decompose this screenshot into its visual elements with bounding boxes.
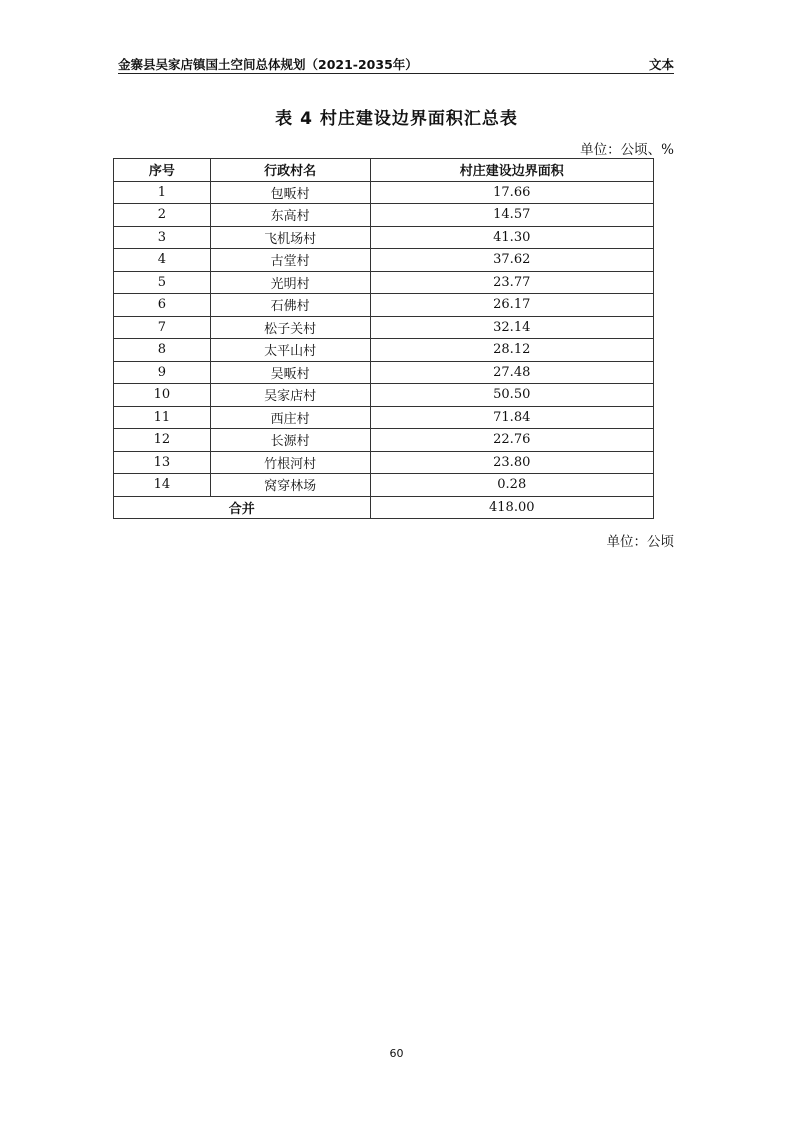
village-name: 吴畈村 xyxy=(210,361,370,384)
page-header xyxy=(118,52,674,74)
boundary-area: 23.80 xyxy=(370,451,654,474)
boundary-area: 0.28 xyxy=(370,474,654,497)
row-number: 6 xyxy=(114,294,211,317)
table-row xyxy=(114,226,654,249)
table-total-row xyxy=(114,496,654,519)
boundary-area: 71.84 xyxy=(370,406,654,429)
table-row xyxy=(114,181,654,204)
boundary-area: 50.50 xyxy=(370,384,654,407)
row-number: 8 xyxy=(114,339,211,362)
village-name: 长源村 xyxy=(210,429,370,452)
boundary-area: 17.66 xyxy=(370,181,654,204)
village-name: 太平山村 xyxy=(210,339,370,362)
boundary-area: 32.14 xyxy=(370,316,654,339)
table-row xyxy=(114,361,654,384)
column-header-village: 行政村名 xyxy=(210,159,370,182)
boundary-area: 41.30 xyxy=(370,226,654,249)
village-name: 飞机场村 xyxy=(210,226,370,249)
boundary-area: 37.62 xyxy=(370,249,654,272)
village-name: 西庄村 xyxy=(210,406,370,429)
row-number: 12 xyxy=(114,429,211,452)
document-title: 金寨县吴家店镇国土空间总体规划（2021-2035年） xyxy=(118,57,418,72)
row-number: 4 xyxy=(114,249,211,272)
table-row xyxy=(114,294,654,317)
row-number: 14 xyxy=(114,474,211,497)
row-number: 7 xyxy=(114,316,211,339)
village-name: 竹根河村 xyxy=(210,451,370,474)
row-number: 11 xyxy=(114,406,211,429)
row-number: 5 xyxy=(114,271,211,294)
village-boundary-table xyxy=(113,158,654,519)
boundary-area: 23.77 xyxy=(370,271,654,294)
total-value: 418.00 xyxy=(370,496,654,519)
row-number: 3 xyxy=(114,226,211,249)
row-number: 10 xyxy=(114,384,211,407)
row-number: 1 xyxy=(114,181,211,204)
table-row xyxy=(114,316,654,339)
document-section: 文本 xyxy=(648,57,674,72)
table-row xyxy=(114,451,654,474)
village-name: 窝穿林场 xyxy=(210,474,370,497)
row-number: 13 xyxy=(114,451,211,474)
table-row xyxy=(114,339,654,362)
table-row xyxy=(114,204,654,227)
column-header-area: 村庄建设边界面积 xyxy=(370,159,654,182)
table-row xyxy=(114,474,654,497)
column-header-no: 序号 xyxy=(114,159,211,182)
table-row xyxy=(114,429,654,452)
boundary-area: 27.48 xyxy=(370,361,654,384)
unit-note-top: 单位：公顷、% xyxy=(580,142,674,158)
village-name: 东高村 xyxy=(210,204,370,227)
total-label: 合并 xyxy=(114,496,371,519)
table-header-row xyxy=(114,159,654,182)
boundary-area: 14.57 xyxy=(370,204,654,227)
boundary-area: 22.76 xyxy=(370,429,654,452)
village-name: 松子关村 xyxy=(210,316,370,339)
boundary-area: 26.17 xyxy=(370,294,654,317)
village-name: 古堂村 xyxy=(210,249,370,272)
row-number: 2 xyxy=(114,204,211,227)
page-number: 60 xyxy=(389,1047,404,1060)
village-name: 吴家店村 xyxy=(210,384,370,407)
table-row xyxy=(114,271,654,294)
village-name: 包畈村 xyxy=(210,181,370,204)
boundary-area: 28.12 xyxy=(370,339,654,362)
village-name: 光明村 xyxy=(210,271,370,294)
village-name: 石佛村 xyxy=(210,294,370,317)
row-number: 9 xyxy=(114,361,211,384)
unit-note-bottom: 单位：公顷 xyxy=(606,534,674,550)
table-title: 表 4 村庄建设边界面积汇总表 xyxy=(275,109,518,129)
table-row xyxy=(114,406,654,429)
table-row xyxy=(114,249,654,272)
table-row xyxy=(114,384,654,407)
